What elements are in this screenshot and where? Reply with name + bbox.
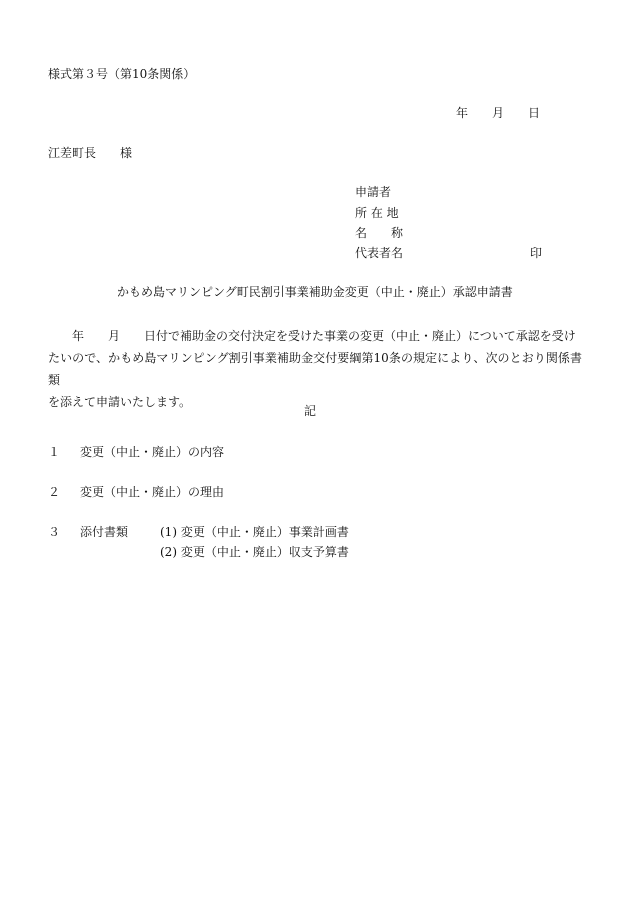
address-label: 所 在 地 (355, 206, 399, 220)
representative-label: 代表者名 (355, 246, 404, 260)
item-number: １ (48, 445, 61, 459)
name-label: 名 称 (355, 226, 404, 240)
item-number: ３ (48, 525, 61, 539)
item-3 (48, 526, 128, 538)
item-text: 変更（中止・廃止）の内容 (80, 445, 225, 459)
addressee: 江差町長 様 (48, 146, 133, 160)
item-number: ２ (48, 485, 61, 499)
ki-heading: 記 (304, 404, 317, 418)
item-text: 変更（中止・廃止）の理由 (80, 485, 225, 499)
body-line-3: を添えて申請いたします。 (48, 395, 192, 409)
item-2 (48, 486, 224, 498)
body-line-1: 年 月 日付で補助金の交付決定を受けた事業の変更（中止・廃止）について承認を受け (48, 329, 576, 343)
document-title: かもめ島マリンピング町民割引事業補助金変更（中止・廃止）承認申請書 (117, 285, 513, 299)
body-line-2: たいので、かもめ島マリンピング割引事業補助金交付要綱第10条の規定により、次のとおり関係書類 (48, 351, 582, 387)
applicant-heading: 申請者 (355, 185, 392, 199)
item-1 (48, 446, 224, 458)
attachment-2: (2) 変更（中止・廃止）収支予算書 (160, 545, 349, 559)
item-text: 添付書類 (80, 525, 129, 539)
seal-mark: 印 (530, 246, 543, 260)
form-number: 様式第３号（第10条関係） (48, 67, 196, 81)
body-paragraph (48, 325, 582, 413)
date-line: 年 月 日 (456, 106, 541, 120)
attachment-1: (1) 変更（中止・廃止）事業計画書 (160, 525, 349, 539)
